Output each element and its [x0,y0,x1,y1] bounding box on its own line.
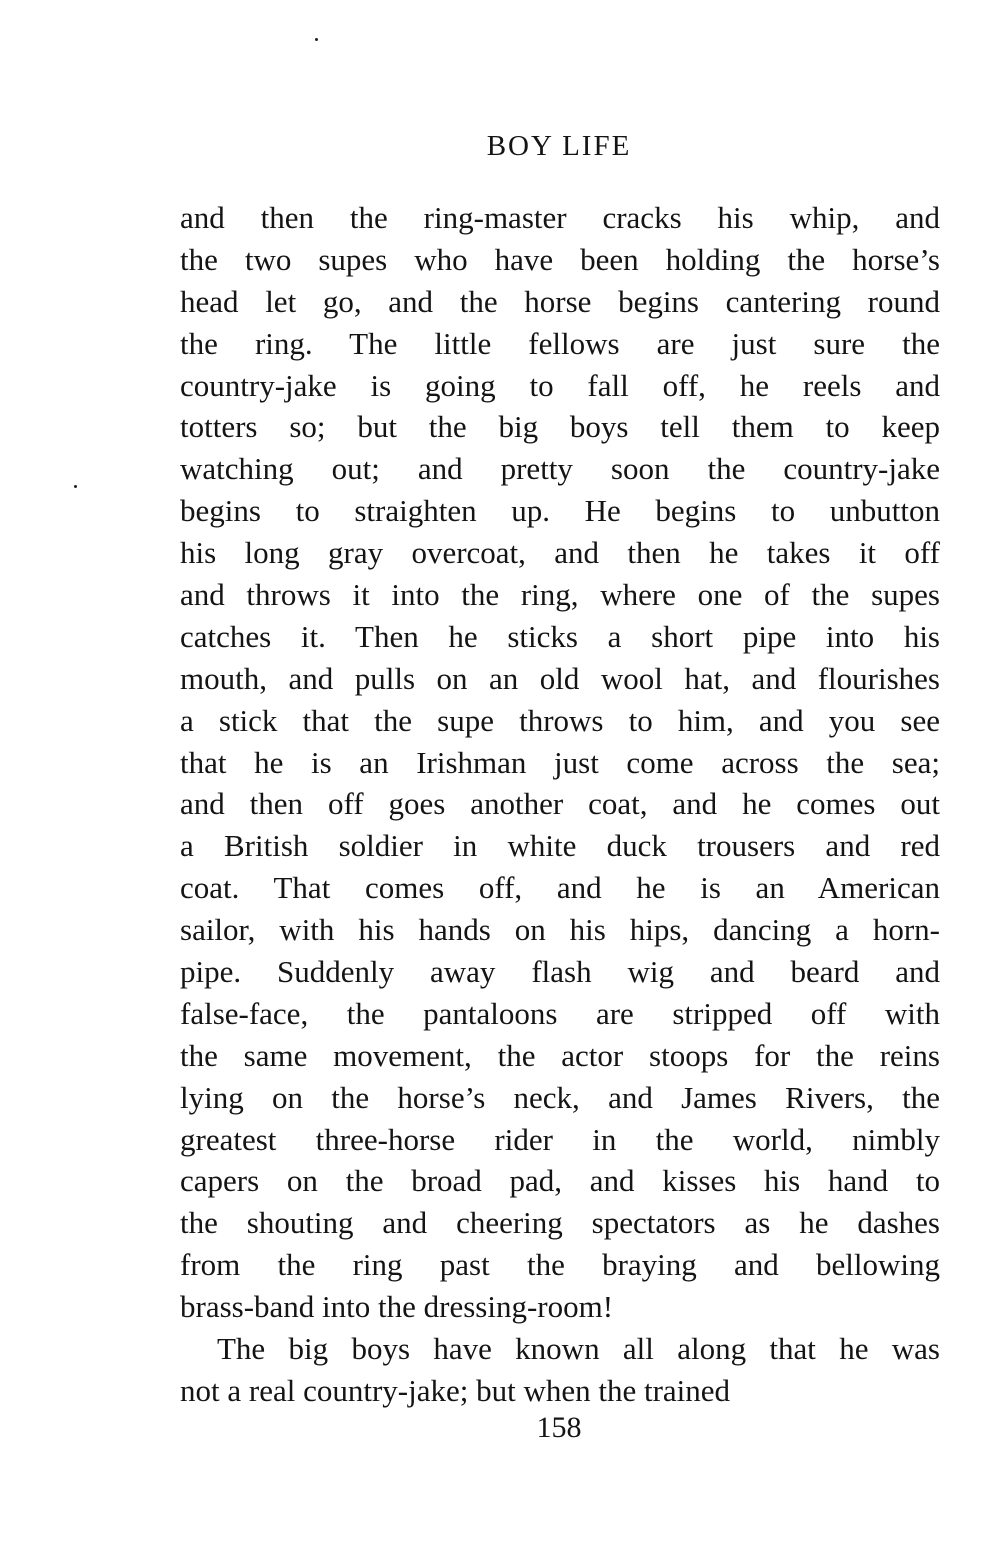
text-line: begins to straighten up. He begins to unbutton [180,493,940,529]
text-line: and then off goes another coat, and he comes out [180,786,940,822]
text-line: from the ring past the braying and bellowing [180,1247,940,1283]
paragraph [180,1328,940,1412]
text-line: sailor, with his hands on his hips, dancing a horn- [180,912,940,948]
text-line: false-face, the pantaloons are stripped off with [180,995,940,1031]
text-line: The big boys have known all along that he was [217,1331,940,1367]
text-line: totters so; but the big boys tell them to keep [180,409,940,445]
text-line: the shouting and cheering spectators as he dashes [180,1205,940,1241]
text-line: not a real country-jake; but when the trained [180,1372,731,1408]
text-line: a stick that the supe throws to him, and you see [180,702,940,738]
text-line: country-jake is going to fall off, he reels and [180,367,940,403]
text-line: the two supes who have been holding the horse’s [180,241,940,277]
text-line: and throws it into the ring, where one of the supes [180,577,940,613]
paragraph [180,197,940,1328]
running-head: BOY LIFE [486,130,632,162]
text-line: greatest three-horse rider in the world, nimbly [180,1121,940,1157]
scan-speck [315,38,318,41]
page-number: 158 [536,1411,582,1444]
text-line: a British soldier in white duck trousers and red [180,828,940,864]
text-line: coat. That comes off, and he is an American [180,870,940,906]
text-line: pipe. Suddenly away flash wig and beard and [180,954,940,990]
scan-speck [74,485,77,488]
text-line: watching out; and pretty soon the country-jake [180,451,940,487]
text-line: his long gray overcoat, and then he takes it off [180,535,940,571]
text-line: capers on the broad pad, and kisses his hand to [180,1163,940,1199]
text-line: brass-band into the dressing-room! [180,1289,614,1325]
text-line: that he is an Irishman just come across the sea; [180,744,940,780]
text-line: catches it. Then he sticks a short pipe into his [180,618,940,654]
text-line: the ring. The little fellows are just sure the [180,325,940,361]
text-line: and then the ring-master cracks his whip, and [180,200,940,235]
text-line: head let go, and the horse begins cantering round [180,283,940,319]
text-line: the same movement, the actor stoops for the reins [180,1037,940,1073]
body-text [180,197,940,1412]
text-line: mouth, and pulls on an old wool hat, and flourishes [180,660,940,696]
text-line: lying on the horse’s neck, and James Rivers, the [180,1079,940,1115]
